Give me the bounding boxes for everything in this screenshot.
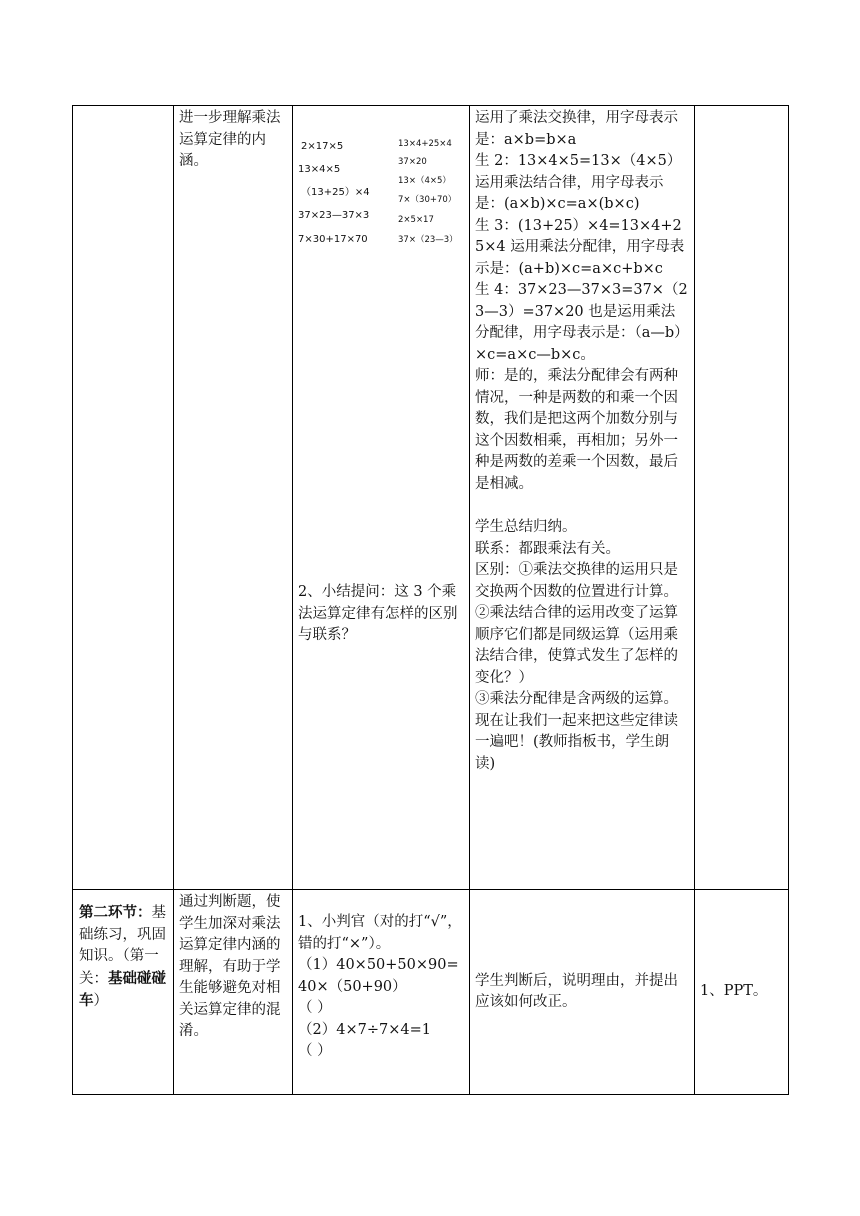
expression: 2×5×17 <box>398 215 434 225</box>
expression: 37×20 <box>398 157 427 167</box>
student-text: 学生总结归纳。 <box>475 519 577 535</box>
student-text: 现在让我们一起来把这些定律读一遍吧！(教师指板书，学生朗读) <box>475 712 678 772</box>
expression-list <box>298 126 464 266</box>
activity-text: （ ） <box>298 1043 332 1059</box>
expression: 2×17×5 <box>301 141 344 152</box>
table-row <box>73 106 789 890</box>
student-text: 生 2：13×4×5=13×（4×5）运用乘法结合律，用字母表示是：(a×b)×c=a×(b×c) <box>475 153 682 212</box>
goal-cell <box>174 106 293 890</box>
lesson-plan-table <box>72 105 789 1095</box>
table-row <box>73 890 789 1095</box>
activity-text: 1、小判官（对的打“√”，错的打“×”）。 <box>298 914 462 952</box>
resource-cell <box>695 106 789 890</box>
expression: 13×（4×5） <box>398 176 451 186</box>
summary-question: 2、小结提问：这 3 个乘法运算定律有怎样的区别与联系？ <box>298 584 458 643</box>
resource-text: 1、PPT。 <box>700 983 768 1000</box>
goal-text: 通过判断题，使学生加深对乘法运算定律内涵的理解，有助于学生能够避免对相关运算定律的混淆。 <box>179 894 281 1039</box>
student-text: 运用了乘法交换律，用字母表示是：a×b=b×a <box>475 110 678 148</box>
expression: 13×4+25×4 <box>398 139 452 149</box>
teacher-activity-cell <box>293 106 470 890</box>
student-text: ②乘法结合律的运用改变了运算顺序它们都是同级运算（运用乘法结合律，使算式发生了怎样的变化？） <box>475 605 678 686</box>
activity-text: （1）40×50+50×90=40×（50+90） <box>298 957 459 995</box>
goal-text: 进一步理解乘法运算定律的内涵。 <box>179 110 281 169</box>
goal-cell <box>174 890 293 1095</box>
student-text: 区别：①乘法交换律的运用只是交换两个因数的位置进行计算。 <box>475 562 678 600</box>
student-activity-cell <box>470 106 695 890</box>
student-text: ③乘法分配律是含两级的运算。 <box>475 691 678 707</box>
student-text: 生 4：37×23—37×3=37×（23—3）=37×20 也是运用乘法分配律，用字母表示是：（a—b）×c=a×c—b×c。 <box>475 282 689 363</box>
expression: 7×30+17×70 <box>298 234 368 245</box>
expression: 37×（23—3） <box>398 235 458 245</box>
student-activity-cell <box>470 890 695 1095</box>
stage-cell <box>73 890 174 1095</box>
student-text: 师：是的，乘法分配律会有两种情况，一种是两数的和乘一个因数，我们是把这两个加数分别与这个因数相乘，再相加；另外一种是两数的差乘一个因数，最后是相减。 <box>475 368 678 492</box>
stage-title: 第二环节：基础练习，巩固知识。（第一关：基础碰碰车） <box>79 904 166 1009</box>
student-text: 学生判断后，说明理由，并提出应该如何改正。 <box>475 972 678 1010</box>
expression: 37×23—37×3 <box>298 210 370 221</box>
expression: （13+25）×4 <box>301 187 370 198</box>
expression: 13×4×5 <box>298 164 341 175</box>
teacher-activity-cell <box>293 890 470 1095</box>
student-text: 联系：都跟乘法有关。 <box>475 540 620 557</box>
resource-cell <box>695 890 789 1095</box>
stage-cell <box>73 106 174 890</box>
expression: 7×（30+70） <box>398 195 457 205</box>
activity-text: （ ） <box>298 1000 332 1016</box>
student-text: 生 3：(13+25）×4=13×4+25×4 运用乘法分配律，用字母表示是：(a+b)×c=a×c+b×c <box>475 217 685 277</box>
activity-text: （2）4×7÷7×4=1 <box>298 1021 431 1038</box>
